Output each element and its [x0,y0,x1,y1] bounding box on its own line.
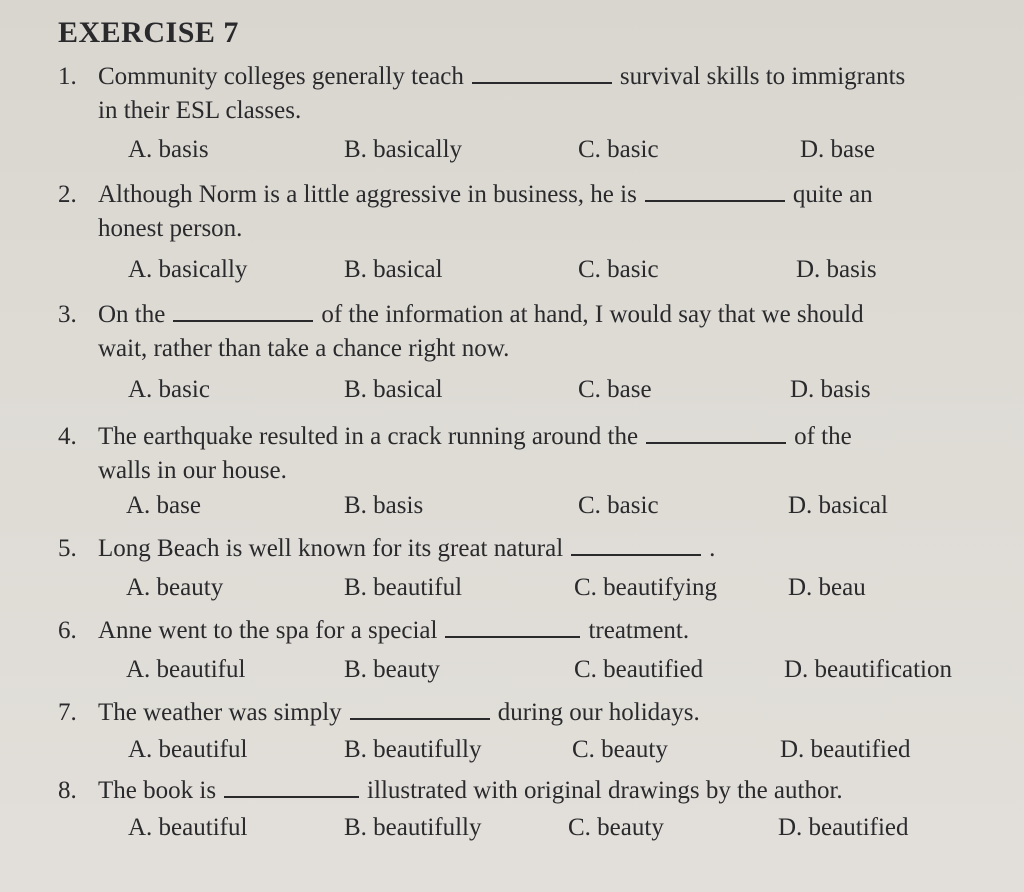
option-a: A. base [126,492,201,519]
options-7 [0,736,1024,770]
option-b: B. basical [344,376,443,403]
answer-blank [445,614,580,638]
question-number: 5. [58,535,77,562]
question-number: 4. [58,423,77,450]
option-c: C. beauty [572,736,668,763]
answer-blank [472,60,612,84]
question-text-before: The earthquake resulted in a crack running around the [98,423,639,450]
question-number: 7. [58,699,77,726]
option-d: D. basis [790,376,871,403]
answer-blank [645,178,785,202]
question-4 [58,420,1018,488]
option-b: B. beautiful [344,574,463,601]
question-text-before: Long Beach is well known for its great natural [98,535,564,562]
option-a: A. basically [128,256,248,283]
question-text-before: The book is [98,777,217,804]
option-d: D. beau [788,574,866,601]
options-5 [0,574,1024,608]
question-text-before: Although Norm is a little aggressive in business, he is [98,181,637,208]
answer-blank [646,420,786,444]
option-a: A. beautiful [128,736,248,763]
options-3 [0,376,1024,410]
question-text-continued: walls in our house. [98,457,287,484]
question-number: 6. [58,617,77,644]
option-c: C. beautified [574,656,704,683]
question-text-continued: in their ESL classes. [98,97,302,124]
question-text-continued: wait, rather than take a chance right now. [98,335,510,362]
option-a: A. beautiful [128,814,248,841]
question-number: 8. [58,777,77,804]
option-d: D. beautified [780,736,911,763]
option-a: A. beautiful [126,656,246,683]
question-text-before: The weather was simply [98,699,342,726]
option-c: C. beautifying [574,574,718,601]
question-7 [58,696,1018,730]
options-4 [0,492,1024,526]
option-b: B. beautifully [344,736,482,763]
question-text-before: On the [98,301,166,328]
option-a: A. basis [128,136,209,163]
question-number: 3. [58,301,77,328]
question-6 [58,614,1018,648]
answer-blank [571,532,701,556]
question-text-after: survival skills to immigrants [619,63,906,90]
option-b: B. basically [344,136,463,163]
question-text-after: of the information at hand, I would say that we should [321,301,864,328]
options-6 [0,656,1024,690]
question-number: 1. [58,63,77,90]
option-d: D. base [800,136,875,163]
options-1 [0,136,1024,170]
answer-blank [350,696,490,720]
question-number: 2. [58,181,77,208]
question-text-after: . [709,535,716,562]
question-text-after: of the [794,423,852,450]
option-c: C. basic [578,136,659,163]
question-text-before: Anne went to the spa for a special [98,617,438,644]
option-a: A. beauty [126,574,224,601]
options-2 [0,256,1024,290]
option-c: C. base [578,376,652,403]
answer-blank [224,774,359,798]
question-5 [58,532,1018,566]
question-text-after: during our holidays. [497,699,700,726]
question-3 [58,298,1018,366]
option-b: B. beautifully [344,814,482,841]
option-d: D. beautification [784,656,952,683]
option-c: C. basic [578,256,659,283]
option-d: D. basis [796,256,877,283]
option-b: B. basis [344,492,424,519]
question-2 [58,178,1018,246]
question-text-after: treatment. [588,617,690,644]
option-d: D. beautified [778,814,909,841]
question-text-after: illustrated with original drawings by the author. [367,777,843,804]
answer-blank [173,298,313,322]
question-8 [58,774,1018,808]
option-c: C. basic [578,492,659,519]
exercise-title: EXERCISE 7 [58,16,239,49]
option-c: C. beauty [568,814,664,841]
question-text-before: Community colleges generally teach [98,63,464,90]
options-8 [0,814,1024,848]
option-b: B. beauty [344,656,440,683]
question-1 [58,60,1018,128]
option-b: B. basical [344,256,443,283]
question-text-after: quite an [792,181,873,208]
question-text-continued: honest person. [98,215,243,242]
option-a: A. basic [128,376,210,403]
option-d: D. basical [788,492,888,519]
